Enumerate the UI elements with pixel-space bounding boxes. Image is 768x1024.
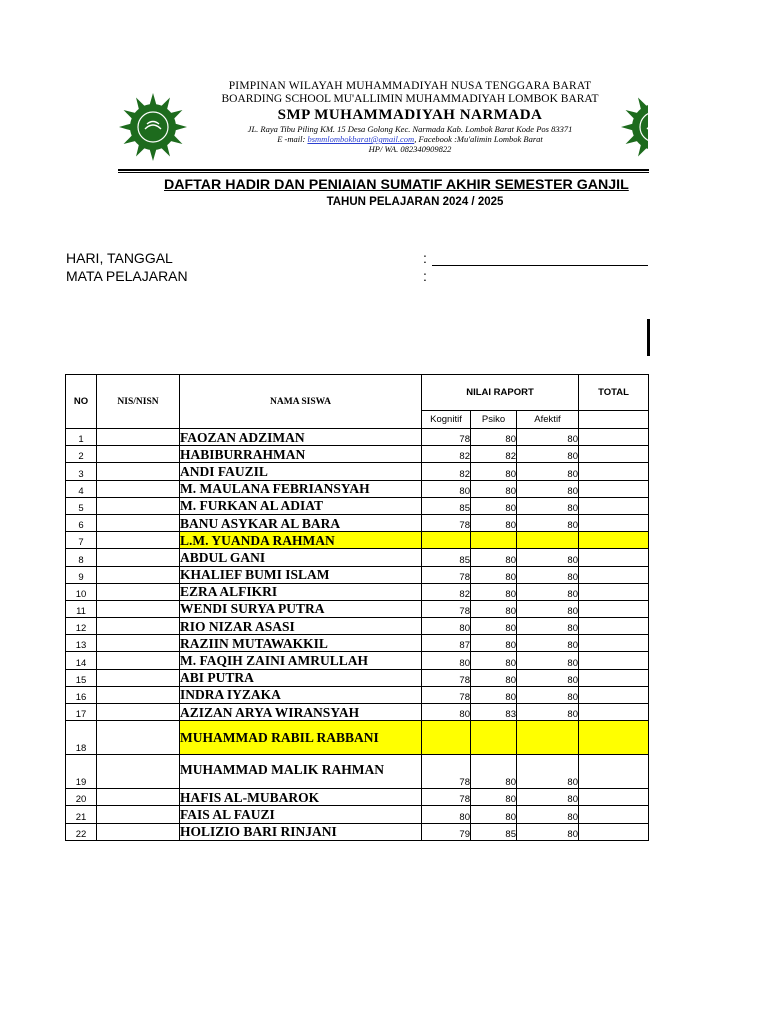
total-score[interactable]	[579, 823, 649, 840]
kognitif-score[interactable]: 87	[422, 635, 471, 652]
student-name[interactable]: ABI PUTRA	[180, 669, 422, 686]
total-score[interactable]	[579, 549, 649, 566]
student-name[interactable]: RAZIIN MUTAWAKKIL	[180, 635, 422, 652]
row-number[interactable]: 14	[66, 652, 97, 669]
table-row	[66, 618, 649, 635]
psiko-score[interactable]	[471, 721, 517, 755]
school-name: SMP MUHAMMADIYAH NARMADA	[277, 107, 543, 123]
student-name[interactable]: HOLIZIO BARI RINJANI	[180, 823, 422, 840]
row-number[interactable]: 13	[66, 635, 97, 652]
afektif-score[interactable]: 80	[517, 429, 579, 446]
table-row	[66, 704, 649, 721]
total-score[interactable]	[579, 514, 649, 531]
header-kognitif: Kognitif	[422, 411, 471, 429]
student-name[interactable]: M. FAQIH ZAINI AMRULLAH	[180, 652, 422, 669]
psiko-score[interactable]: 80	[471, 635, 517, 652]
nis-cell[interactable]	[97, 686, 180, 703]
row-number[interactable]: 16	[66, 686, 97, 703]
table-row	[66, 463, 649, 480]
student-rows	[66, 429, 649, 841]
row-number[interactable]: 9	[66, 566, 97, 583]
afektif-score[interactable]: 80	[517, 652, 579, 669]
nis-cell[interactable]	[97, 600, 180, 617]
letterhead-divider-thin	[118, 172, 649, 173]
header-total-sub	[579, 411, 649, 429]
row-number[interactable]: 21	[66, 806, 97, 823]
kognitif-score[interactable]: 78	[422, 789, 471, 806]
table-row	[66, 721, 649, 755]
row-number[interactable]: 22	[66, 823, 97, 840]
psiko-score[interactable]: 80	[471, 806, 517, 823]
total-score[interactable]	[579, 806, 649, 823]
table-row	[66, 686, 649, 703]
student-name[interactable]: M. FURKAN AL ADIAT	[180, 497, 422, 514]
psiko-score[interactable]: 83	[471, 704, 517, 721]
school-phone: HP/ WA. 082340909822	[368, 144, 452, 154]
nis-cell[interactable]	[97, 635, 180, 652]
nis-cell[interactable]	[97, 669, 180, 686]
kognitif-score[interactable]: 82	[422, 446, 471, 463]
nis-cell[interactable]	[97, 652, 180, 669]
table-row	[66, 566, 649, 583]
academic-year: TAHUN PELAJARAN 2024 / 2025	[326, 196, 504, 208]
document-title: DAFTAR HADIR DAN PENIAIAN SUMATIF AKHIR SEMESTER GANJIL	[164, 177, 629, 193]
psiko-score[interactable]: 85	[471, 823, 517, 840]
afektif-score[interactable]: 80	[517, 823, 579, 840]
psiko-score[interactable]: 80	[471, 566, 517, 583]
psiko-score[interactable]: 82	[471, 446, 517, 463]
nis-cell[interactable]	[97, 618, 180, 635]
nis-cell[interactable]	[97, 823, 180, 840]
nis-cell[interactable]	[97, 789, 180, 806]
table-row	[66, 806, 649, 823]
header-afektif: Afektif	[517, 411, 579, 429]
row-number[interactable]: 10	[66, 583, 97, 600]
header-nilai-raport: NILAI RAPORT	[422, 375, 579, 411]
afektif-score[interactable]: 80	[517, 669, 579, 686]
kognitif-score[interactable]: 78	[422, 686, 471, 703]
day-date-fill-line	[432, 265, 648, 266]
afektif-score[interactable]: 80	[517, 497, 579, 514]
psiko-score[interactable]: 80	[471, 755, 517, 789]
kognitif-score[interactable]: 78	[422, 566, 471, 583]
row-number[interactable]: 11	[66, 600, 97, 617]
total-score[interactable]	[579, 635, 649, 652]
row-number[interactable]: 5	[66, 497, 97, 514]
attendance-grade-table	[65, 374, 649, 841]
student-name[interactable]: ANDI FAUZIL	[180, 463, 422, 480]
total-score[interactable]	[579, 755, 649, 789]
student-name[interactable]: AZIZAN ARYA WIRANSYAH	[180, 704, 422, 721]
facebook-info: , Facebook :Mu'alimin Lombok Barat	[414, 134, 543, 144]
total-score[interactable]	[579, 704, 649, 721]
total-score[interactable]	[579, 566, 649, 583]
total-score[interactable]	[579, 618, 649, 635]
table-row	[66, 532, 649, 549]
row-number[interactable]: 12	[66, 618, 97, 635]
nis-cell[interactable]	[97, 755, 180, 789]
letterhead-line2: BOARDING SCHOOL MU'ALLIMIN MUHAMMADIYAH LOMBOK BARAT	[221, 93, 599, 105]
psiko-score[interactable]: 80	[471, 549, 517, 566]
kognitif-score[interactable]: 82	[422, 463, 471, 480]
afektif-score[interactable]	[517, 721, 579, 755]
total-score[interactable]	[579, 686, 649, 703]
kognitif-score[interactable]: 80	[422, 618, 471, 635]
nis-cell[interactable]	[97, 806, 180, 823]
afektif-score[interactable]: 80	[517, 755, 579, 789]
cell-cursor-bar	[647, 319, 650, 356]
psiko-score[interactable]: 80	[471, 497, 517, 514]
afektif-score[interactable]: 80	[517, 686, 579, 703]
nis-cell[interactable]	[97, 429, 180, 446]
kognitif-score[interactable]	[422, 721, 471, 755]
subject-label: MATA PELAJARAN	[66, 268, 188, 284]
table-row	[66, 549, 649, 566]
row-number[interactable]: 15	[66, 669, 97, 686]
row-number[interactable]: 19	[66, 755, 97, 789]
afektif-score[interactable]: 80	[517, 635, 579, 652]
row-number[interactable]: 4	[66, 480, 97, 497]
student-name[interactable]: EZRA ALFIKRI	[180, 583, 422, 600]
afektif-score[interactable]: 80	[517, 514, 579, 531]
psiko-score[interactable]: 80	[471, 652, 517, 669]
school-address: JL. Raya Tibu Piling KM. 15 Desa Golong Kec. Narmada Kab. Lombok Barat Kode Pos 83371	[247, 124, 573, 134]
student-name[interactable]: HABIBURRAHMAN	[180, 446, 422, 463]
row-number[interactable]: 2	[66, 446, 97, 463]
row-number[interactable]: 7	[66, 532, 97, 549]
afektif-score[interactable]: 80	[517, 446, 579, 463]
muhammadiyah-logo-left	[118, 92, 188, 162]
afektif-score[interactable]: 80	[517, 549, 579, 566]
psiko-score[interactable]: 80	[471, 514, 517, 531]
afektif-score[interactable]: 80	[517, 806, 579, 823]
row-number[interactable]: 6	[66, 514, 97, 531]
row-number[interactable]: 20	[66, 789, 97, 806]
kognitif-score[interactable]: 80	[422, 480, 471, 497]
table-row	[66, 669, 649, 686]
header-no: NO	[66, 375, 97, 429]
psiko-score[interactable]: 80	[471, 618, 517, 635]
total-score[interactable]	[579, 480, 649, 497]
table-row	[66, 497, 649, 514]
afektif-score[interactable]: 80	[517, 583, 579, 600]
nis-cell[interactable]	[97, 446, 180, 463]
psiko-score[interactable]: 80	[471, 429, 517, 446]
nis-cell[interactable]	[97, 549, 180, 566]
afektif-score[interactable]: 80	[517, 704, 579, 721]
total-score[interactable]	[579, 429, 649, 446]
psiko-score[interactable]: 80	[471, 600, 517, 617]
student-name[interactable]: ABDUL GANI	[180, 549, 422, 566]
student-name[interactable]: FAOZAN ADZIMAN	[180, 429, 422, 446]
email-prefix: E -mail:	[277, 134, 308, 144]
afektif-score[interactable]	[517, 532, 579, 549]
nis-cell[interactable]	[97, 704, 180, 721]
psiko-score[interactable]: 80	[471, 789, 517, 806]
school-contact	[200, 134, 620, 144]
afektif-score[interactable]: 80	[517, 789, 579, 806]
nis-cell[interactable]	[97, 463, 180, 480]
email-link[interactable]: bsmmlombokbarat@gmail.com	[307, 134, 415, 144]
student-name[interactable]: INDRA IYZAKA	[180, 686, 422, 703]
student-name[interactable]: BANU ASYKAR AL BARA	[180, 514, 422, 531]
table-row	[66, 429, 649, 446]
table-row	[66, 755, 649, 789]
table-row	[66, 600, 649, 617]
afektif-score[interactable]: 80	[517, 566, 579, 583]
header-total: TOTAL	[579, 375, 649, 411]
row-number[interactable]: 17	[66, 704, 97, 721]
afektif-score[interactable]: 80	[517, 600, 579, 617]
student-name[interactable]: M. MAULANA FEBRIANSYAH	[180, 480, 422, 497]
total-score[interactable]	[579, 497, 649, 514]
row-number[interactable]: 8	[66, 549, 97, 566]
student-name[interactable]: MUHAMMAD MALIK RAHMAN	[180, 755, 422, 789]
table-row	[66, 652, 649, 669]
kognitif-score[interactable]: 85	[422, 497, 471, 514]
table-row	[66, 514, 649, 531]
letterhead-line1: PIMPINAN WILAYAH MUHAMMADIYAH NUSA TENGGARA BARAT	[228, 80, 592, 92]
letterhead-divider-thick	[118, 169, 649, 171]
header-nis: NIS/NISN	[97, 375, 180, 429]
student-name[interactable]: L.M. YUANDA RAHMAN	[180, 532, 422, 549]
nis-cell[interactable]	[97, 566, 180, 583]
kognitif-score[interactable]: 80	[422, 806, 471, 823]
nis-cell[interactable]	[97, 497, 180, 514]
table-row	[66, 446, 649, 463]
psiko-score[interactable]	[471, 532, 517, 549]
psiko-score[interactable]: 80	[471, 583, 517, 600]
psiko-score[interactable]: 80	[471, 669, 517, 686]
table-row	[66, 583, 649, 600]
total-score[interactable]	[579, 789, 649, 806]
total-score[interactable]	[579, 721, 649, 755]
student-name[interactable]: RIO NIZAR ASASI	[180, 618, 422, 635]
letterhead	[200, 80, 620, 154]
nis-cell[interactable]	[97, 721, 180, 755]
student-name[interactable]: FAIS AL FAUZI	[180, 806, 422, 823]
kognitif-score[interactable]: 80	[422, 652, 471, 669]
psiko-score[interactable]: 80	[471, 686, 517, 703]
total-score[interactable]	[579, 532, 649, 549]
total-score[interactable]	[579, 583, 649, 600]
nis-cell[interactable]	[97, 480, 180, 497]
table-row	[66, 635, 649, 652]
kognitif-score[interactable]: 85	[422, 549, 471, 566]
nis-cell[interactable]	[97, 532, 180, 549]
day-date-colon: :	[423, 250, 427, 266]
student-name[interactable]: KHALIEF BUMI ISLAM	[180, 566, 422, 583]
total-score[interactable]	[579, 600, 649, 617]
subject-colon: :	[423, 268, 427, 284]
kognitif-score[interactable]	[422, 532, 471, 549]
kognitif-score[interactable]: 78	[422, 600, 471, 617]
kognitif-score[interactable]: 78	[422, 755, 471, 789]
total-score[interactable]	[579, 463, 649, 480]
student-name[interactable]: HAFIS AL-MUBAROK	[180, 789, 422, 806]
nis-cell[interactable]	[97, 583, 180, 600]
kognitif-score[interactable]: 78	[422, 429, 471, 446]
total-score[interactable]	[579, 652, 649, 669]
psiko-score[interactable]: 80	[471, 480, 517, 497]
header-psiko: Psiko	[471, 411, 517, 429]
table-row	[66, 480, 649, 497]
afektif-score[interactable]: 80	[517, 480, 579, 497]
student-name[interactable]: MUHAMMAD RABIL RABBANI	[180, 721, 422, 755]
kognitif-score[interactable]: 78	[422, 669, 471, 686]
afektif-score[interactable]: 80	[517, 618, 579, 635]
kognitif-score[interactable]: 80	[422, 704, 471, 721]
afektif-score[interactable]: 80	[517, 463, 579, 480]
row-number[interactable]: 1	[66, 429, 97, 446]
header-name: NAMA SISWA	[180, 375, 422, 429]
nis-cell[interactable]	[97, 514, 180, 531]
total-score[interactable]	[579, 669, 649, 686]
day-date-label: HARI, TANGGAL	[66, 250, 173, 266]
total-score[interactable]	[579, 446, 649, 463]
table-row	[66, 823, 649, 840]
muhammadiyah-logo-right	[620, 92, 648, 162]
row-number[interactable]: 18	[66, 721, 97, 755]
student-name[interactable]: WENDI SURYA PUTRA	[180, 600, 422, 617]
kognitif-score[interactable]: 78	[422, 514, 471, 531]
table-row	[66, 789, 649, 806]
row-number[interactable]: 3	[66, 463, 97, 480]
kognitif-score[interactable]: 82	[422, 583, 471, 600]
psiko-score[interactable]: 80	[471, 463, 517, 480]
kognitif-score[interactable]: 79	[422, 823, 471, 840]
